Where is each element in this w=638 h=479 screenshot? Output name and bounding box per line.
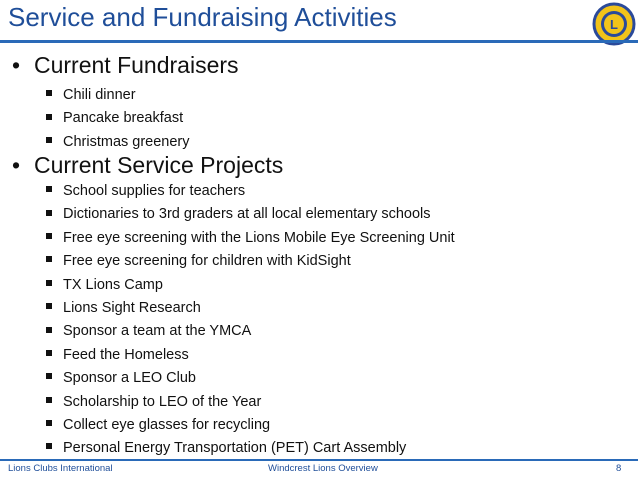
bullet-icon: [46, 420, 52, 426]
slide-title: Service and Fundraising Activities: [8, 2, 397, 32]
bullet-icon: [46, 233, 52, 239]
list-item: School supplies for teachers: [46, 180, 455, 203]
logo-letter: L: [610, 17, 618, 32]
list-item: Personal Energy Transportation (PET) Cart Assembly: [46, 437, 455, 460]
list-item: Christmas greenery: [46, 131, 190, 154]
footer-organization: Lions Clubs International: [8, 463, 113, 474]
bullet-icon: [46, 327, 52, 333]
list-item: Collect eye glasses for recycling: [46, 414, 455, 437]
service-projects-list: [46, 180, 455, 461]
bullet-icon: [46, 137, 52, 143]
list-item: Pancake breakfast: [46, 107, 190, 130]
list-item: Lions Sight Research: [46, 297, 455, 320]
list-item: Sponsor a team at the YMCA: [46, 320, 455, 343]
footer-presentation-title: Windcrest Lions Overview: [268, 463, 378, 474]
title-divider: [0, 40, 638, 43]
page-number: 8: [616, 463, 622, 474]
bullet-icon: [46, 397, 52, 403]
bullet-icon: [46, 280, 52, 286]
bullet-icon: [46, 114, 52, 120]
bullet-icon: [46, 373, 52, 379]
bullet-icon: [46, 303, 52, 309]
heading-fundraisers: • Current Fundraisers: [12, 52, 239, 78]
bullet-icon: [46, 443, 52, 449]
list-item: Scholarship to LEO of the Year: [46, 391, 455, 414]
list-item: Feed the Homeless: [46, 344, 455, 367]
footer-divider: [0, 459, 638, 461]
bullet-icon: [46, 256, 52, 262]
fundraisers-list: [46, 84, 190, 154]
bullet-icon: [46, 210, 52, 216]
list-item: Dictionaries to 3rd graders at all local elementary schools: [46, 203, 455, 226]
list-item: Chili dinner: [46, 84, 190, 107]
list-item: Sponsor a LEO Club: [46, 367, 455, 390]
bullet-icon: [46, 90, 52, 96]
bullet-icon: [46, 186, 52, 192]
list-item: Free eye screening for children with KidSight: [46, 250, 455, 273]
list-item: Free eye screening with the Lions Mobile Eye Screening Unit: [46, 227, 455, 250]
bullet-icon: [46, 350, 52, 356]
list-item: TX Lions Camp: [46, 274, 455, 297]
heading-service-projects: • Current Service Projects: [12, 152, 284, 178]
